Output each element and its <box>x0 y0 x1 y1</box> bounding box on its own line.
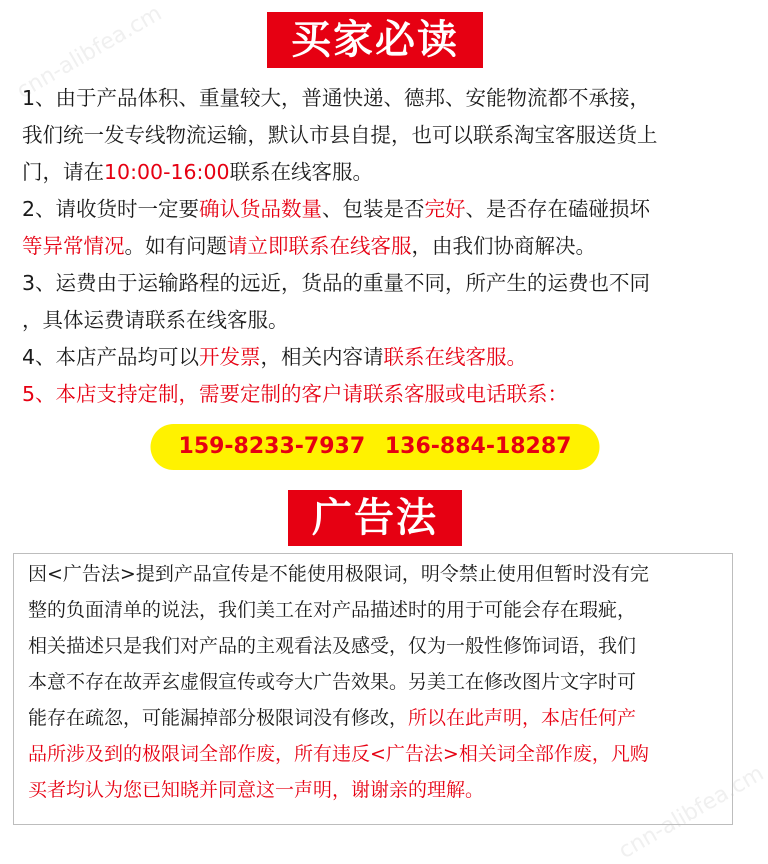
buyer-notice-title: 买家必读 <box>267 12 483 68</box>
notice-line-4: 2、请收货时一定要确认货品数量、包装是否完好、是否存在磕碰损坏 <box>22 197 651 221</box>
watermark-top: cnn-alibfea.cm <box>12 0 167 105</box>
phone-numbers <box>151 424 600 470</box>
law-line-2: 整的负面清单的说法，我们美工在对产品描述时的用于可能会存在瑕疵， <box>28 599 637 621</box>
notice-line-7: ，具体运费请联系在线客服。 <box>22 308 289 332</box>
law-line-6: 品所涉及到的极限词全部作废，所有违反<广告法>相关词全部作废，凡购 <box>28 743 649 765</box>
notice-line-6: 3、运费由于运输路程的远近，货品的重量不同，所产生的运费也不同 <box>22 271 651 295</box>
ad-law-body <box>13 553 733 825</box>
law-line-7: 买者均认为您已知晓并同意这一声明，谢谢亲的理解。 <box>28 779 485 801</box>
law-line-1: 因<广告法>提到产品宣传是不能使用极限词，明令禁止使用但暂时没有完 <box>28 563 649 585</box>
law-line-3: 相关描述只是我们对产品的主观看法及感受，仅为一般性修饰词语，我们 <box>28 635 637 657</box>
watermark-bottom: cnn-alibfea.cm <box>614 760 768 864</box>
phone-number-2: 136-884-18287 <box>384 434 572 459</box>
notice-line-3: 门，请在10:00-16:00联系在线客服。 <box>22 160 374 184</box>
notice-line-1: 1、由于产品体积、重量较大，普通快递、德邦、安能物流都不承接， <box>22 86 651 110</box>
ad-law-title: 广告法 <box>288 490 462 546</box>
law-line-5: 能存在疏忽，可能漏掉部分极限词没有修改，所以在此声明，本店任何产 <box>28 707 637 729</box>
notice-line-9: 5、本店支持定制，需要定制的客户请联系客服或电话联系： <box>22 382 569 406</box>
notice-line-2: 我们统一发专线物流运输，默认市县自提，也可以联系淘宝客服送货上 <box>22 123 658 147</box>
service-hours: 10:00-16:00 <box>104 160 230 184</box>
law-line-4: 本意不存在故弄玄虚假宣传或夸大广告效果。另美工在修改图片文字时可 <box>28 671 637 693</box>
notice-line-8: 4、本店产品均可以开发票，相关内容请联系在线客服。 <box>22 345 528 369</box>
buyer-notice-body <box>22 80 732 413</box>
notice-line-5: 等异常情况。如有问题请立即联系在线客服，由我们协商解决。 <box>22 234 596 258</box>
phone-number-1: 159-8233-7937 <box>178 434 366 459</box>
